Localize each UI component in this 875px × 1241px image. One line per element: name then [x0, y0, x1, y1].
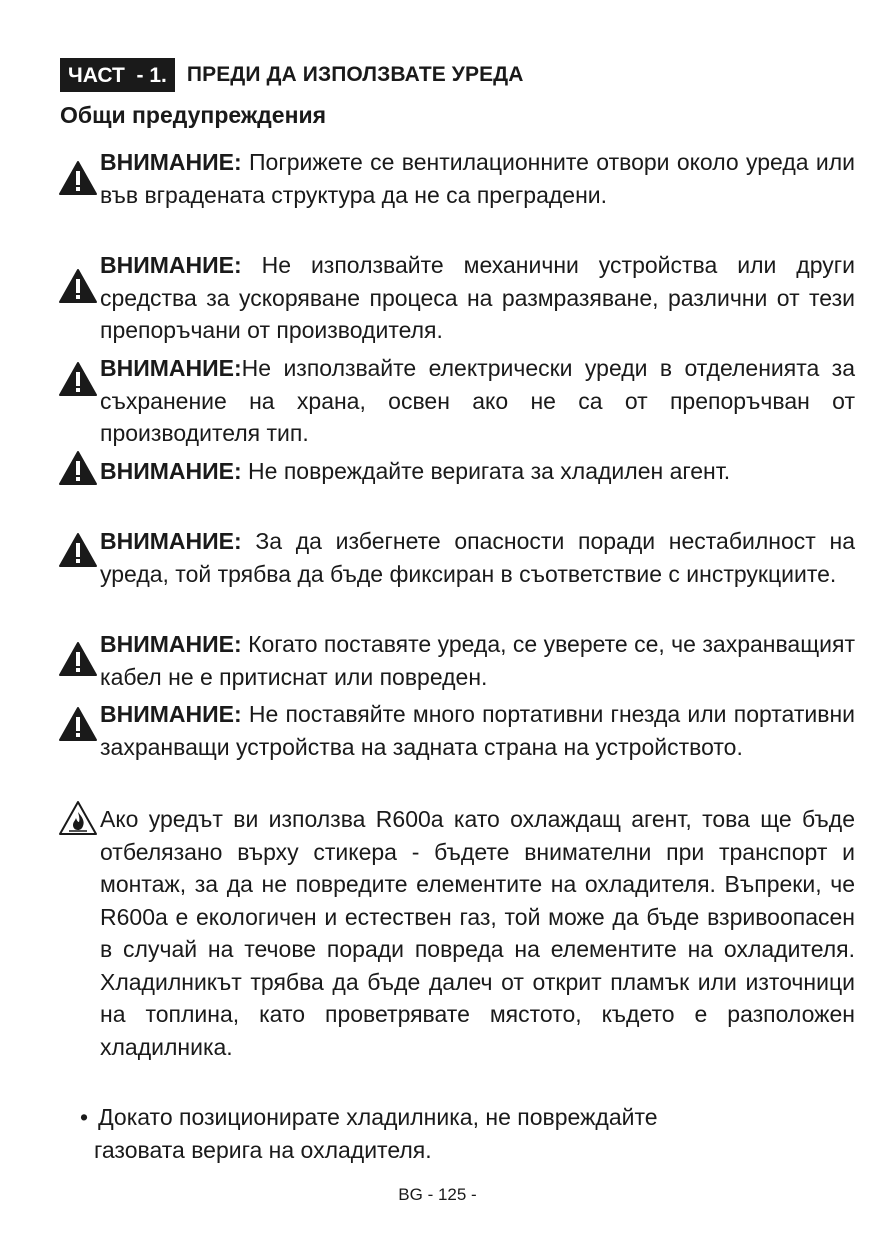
warning-label: ВНИМАНИЕ:	[100, 701, 242, 727]
list-item	[80, 1101, 815, 1166]
r600a-paragraph: Ако уредът ви използва R600a като охлаждащ агент, това ще бъде отбелязано върху стикера - бъдете внимателни при транспорт и монтаж, за да не повредите елементите на охладителя. Въпреки, че R600a е екологичен и естествен газ, той може да бъде взривоопасен в случай на течове поради повреда на елементите на охладителя. Хладилникът трябва да бъде далеч от открит пламък или източници на топлина, като проветрявате мястото, където е разположен хладилника.	[100, 806, 855, 1060]
warning-paragraph	[60, 698, 855, 763]
warning-text: Когато поставяте уреда, се уверете се, че захранващият кабел не е притиснат или повреден.	[100, 631, 855, 690]
warning-paragraph	[60, 249, 855, 347]
section-title: ПРЕДИ ДА ИЗПОЛЗВАТЕ УРЕДА	[186, 63, 524, 86]
warning-text: Не използвайте електрически уреди в отделенията за съхранение на храна, освен ако не са от препоръчван от производителя тип.	[100, 355, 855, 446]
subtitle: Общи предупреждения	[60, 102, 327, 128]
warning-label: ВНИМАНИЕ:	[100, 355, 242, 381]
warning-paragraph	[60, 628, 855, 693]
warning-text: Не поставяйте много портативни гнезда или портативни захранващи устройства на задната страна на устройството.	[100, 701, 855, 760]
bullet-line-2: газовата верига на охладителя.	[94, 1136, 432, 1163]
warning-paragraph	[60, 146, 855, 211]
warning-label: ВНИМАНИЕ:	[100, 252, 242, 278]
warning-paragraph	[60, 352, 855, 450]
warning-text: Не повреждайте веригата за хладилен агент.	[241, 458, 731, 484]
bullet-line-1: Докато позиционирате хладилника, не повреждайте	[98, 1104, 658, 1130]
warning-paragraph	[60, 525, 855, 590]
bullet-symbol: •	[80, 1104, 89, 1130]
warning-label: ВНИМАНИЕ:	[100, 528, 242, 554]
warning-label: ВНИМАНИЕ:	[100, 631, 242, 657]
warning-text: За да избегнете опасности поради нестабилност на уреда, той трябва да бъде фиксиран в съответствие с инструкциите.	[100, 528, 855, 587]
part-label: ЧАСТ - 1.	[60, 58, 175, 92]
warning-label: ВНИМАНИЕ:	[100, 149, 242, 175]
page-number: BG - 125 -	[398, 1185, 477, 1204]
section-header	[60, 58, 524, 92]
warning-text: Не използвайте механични устройства или други средства за ускоряване процеса на размразяване, различни от тези препоръчани от производителя.	[100, 252, 855, 343]
warning-paragraph	[60, 455, 855, 488]
warning-text: Погрижете се вентилационните отвори около уреда или във вградената структура да не са преградени.	[100, 149, 855, 208]
warning-label: ВНИМАНИЕ:	[100, 458, 242, 484]
